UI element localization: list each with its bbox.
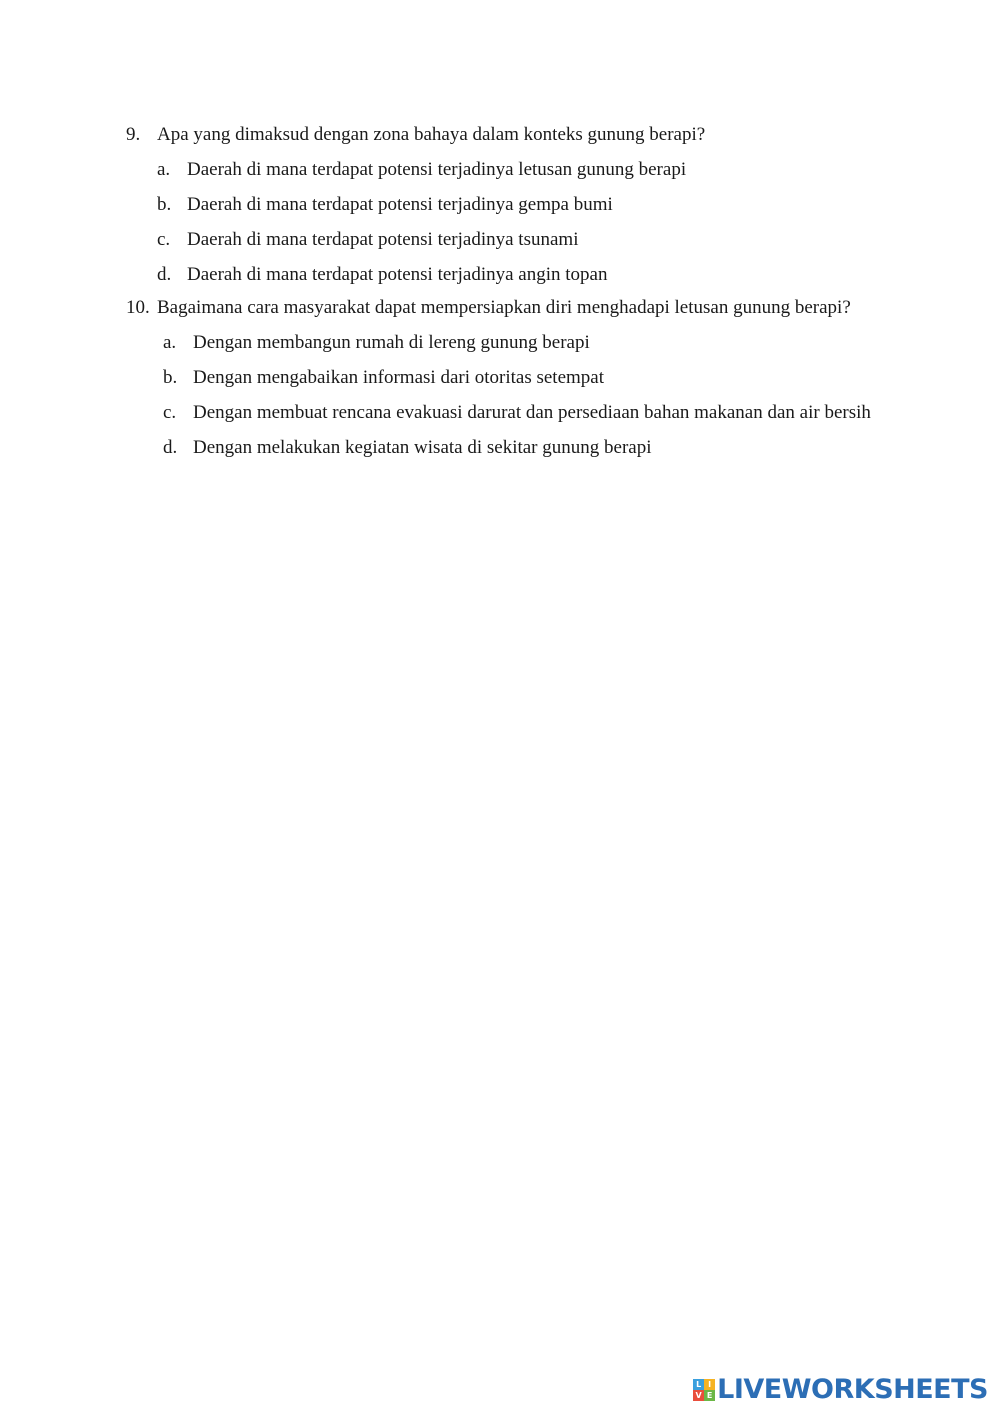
option-letter: d. xyxy=(163,437,178,458)
question-text: Apa yang dimaksud dengan zona bahaya dalam konteks gunung berapi? xyxy=(157,124,706,145)
option-letter: c. xyxy=(163,402,177,423)
question-number: 10. xyxy=(126,297,150,318)
question-9-stem xyxy=(126,117,879,152)
question-10-stem xyxy=(126,290,879,325)
liveworksheets-logo-icon xyxy=(693,1379,715,1401)
option-text: Daerah di mana terdapat potensi terjadinya tsunami xyxy=(187,229,579,250)
option-text: Daerah di mana terdapat potensi terjadinya letusan gunung berapi xyxy=(187,159,687,180)
answer-option-d[interactable] xyxy=(157,257,879,292)
option-text: Dengan membangun rumah di lereng gunung berapi xyxy=(193,332,590,353)
option-letter: d. xyxy=(157,264,172,285)
logo-tile-v: V xyxy=(693,1390,704,1401)
logo-tile-i: I xyxy=(704,1379,715,1390)
option-letter: b. xyxy=(163,367,178,388)
option-letter: a. xyxy=(163,332,177,353)
option-letter: c. xyxy=(157,229,171,250)
option-letter: b. xyxy=(157,194,172,215)
answer-option-c[interactable] xyxy=(157,222,879,257)
option-text: Daerah di mana terdapat potensi terjadinya gempa bumi xyxy=(187,194,613,215)
answer-option-a[interactable] xyxy=(157,152,879,187)
answer-option-d[interactable] xyxy=(163,430,879,465)
question-9 xyxy=(126,117,879,292)
answer-option-b[interactable] xyxy=(163,360,879,395)
question-text: Bagaimana cara masyarakat dapat mempersiapkan diri menghadapi letusan gunung berapi? xyxy=(157,297,851,318)
answer-options xyxy=(157,152,879,292)
liveworksheets-logo xyxy=(693,1372,988,1408)
option-text: Dengan membuat rencana evakuasi darurat dan persediaan bahan makanan dan air bersih xyxy=(193,402,871,423)
brand-name: LIVEWORKSHEETS xyxy=(717,1374,988,1405)
option-text: Dengan melakukan kegiatan wisata di sekitar gunung berapi xyxy=(193,437,652,458)
option-text: Dengan mengabaikan informasi dari otoritas setempat xyxy=(193,367,605,388)
option-text: Daerah di mana terdapat potensi terjadinya angin topan xyxy=(187,264,608,285)
answer-option-b[interactable] xyxy=(157,187,879,222)
logo-tile-e: E xyxy=(704,1390,715,1401)
answer-option-a[interactable] xyxy=(163,325,879,360)
option-letter: a. xyxy=(157,159,171,180)
answer-options xyxy=(163,325,879,465)
question-10 xyxy=(126,290,879,465)
logo-tile-l: L xyxy=(693,1379,704,1390)
answer-option-c[interactable] xyxy=(163,395,879,430)
question-number: 9. xyxy=(126,124,141,145)
